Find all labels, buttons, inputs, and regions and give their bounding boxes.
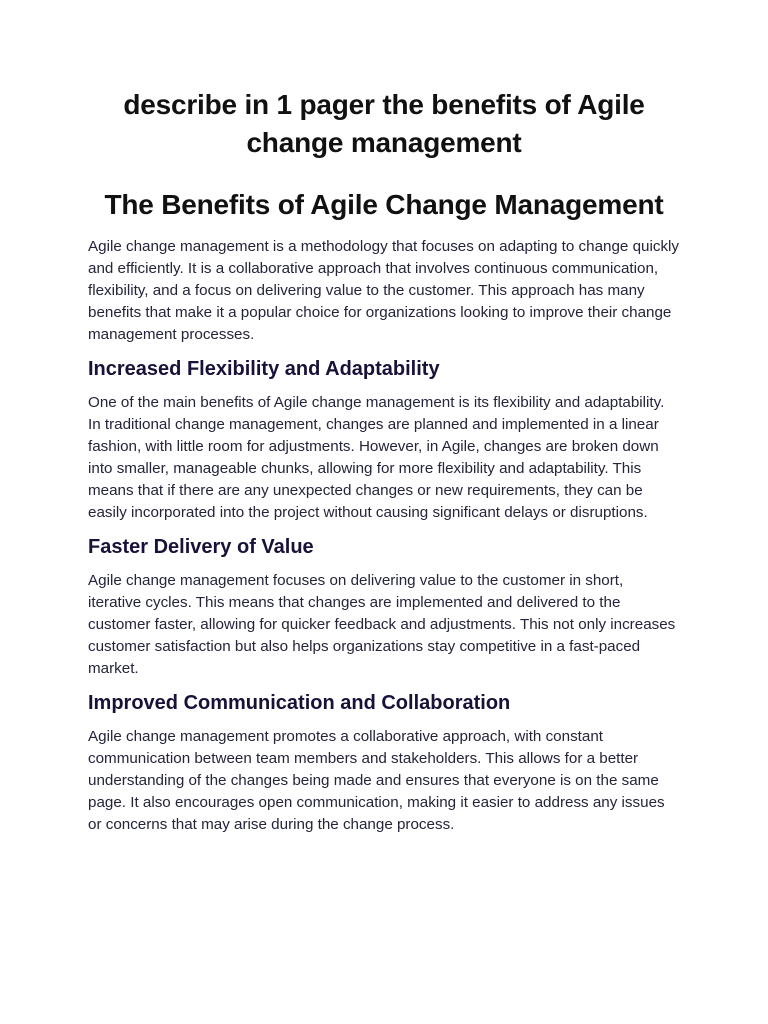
section-paragraph: Agile change management promotes a collaborative approach, with constant communication between team members and stakeholders. This allows for a better understanding of the changes being made and ensures that everyone is on the same page. It also encourages open communication, making it easier to address any issues or concerns that may arise during the change process. xyxy=(88,728,665,833)
document-title: The Benefits of Agile Change Management xyxy=(104,189,664,220)
section-paragraph: Agile change management focuses on delivering value to the customer in short, iterative cycles. This means that changes are implemented and delivered to the customer faster, allowing for quicker feedback and adjustments. This not only increases customer satisfaction but also helps organizations stay competitive in a fast-paced market. xyxy=(88,572,676,677)
section-heading: Improved Communication and Collaboration xyxy=(88,692,511,714)
section-delivery xyxy=(88,534,680,680)
section-communication xyxy=(88,690,680,836)
section-heading: Faster Delivery of Value xyxy=(88,536,314,558)
section-flexibility xyxy=(88,356,680,524)
prompt-title: describe in 1 pager the benefits of Agile change management xyxy=(123,89,645,158)
section-heading: Increased Flexibility and Adaptability xyxy=(88,358,440,380)
intro-paragraph: Agile change management is a methodology that focuses on adapting to change quickly and efficiently. It is a collaborative approach that involves continuous communication, flexibility, and a focus on delivering value to the customer. This approach has many benefits that make it a popular choice for organizations looking to improve their change management processes. xyxy=(88,238,680,343)
section-paragraph: One of the main benefits of Agile change management is its flexibility and adaptability. In traditional change management, changes are planned and implemented in a linear fashion, with little room for adjustments. However, in Agile, changes are broken down into smaller, manageable chunks, allowing for more flexibility and adaptability. This means that if there are any unexpected changes or new requirements, they can be easily incorporated into the project without causing significant delays or disruptions. xyxy=(88,394,665,521)
